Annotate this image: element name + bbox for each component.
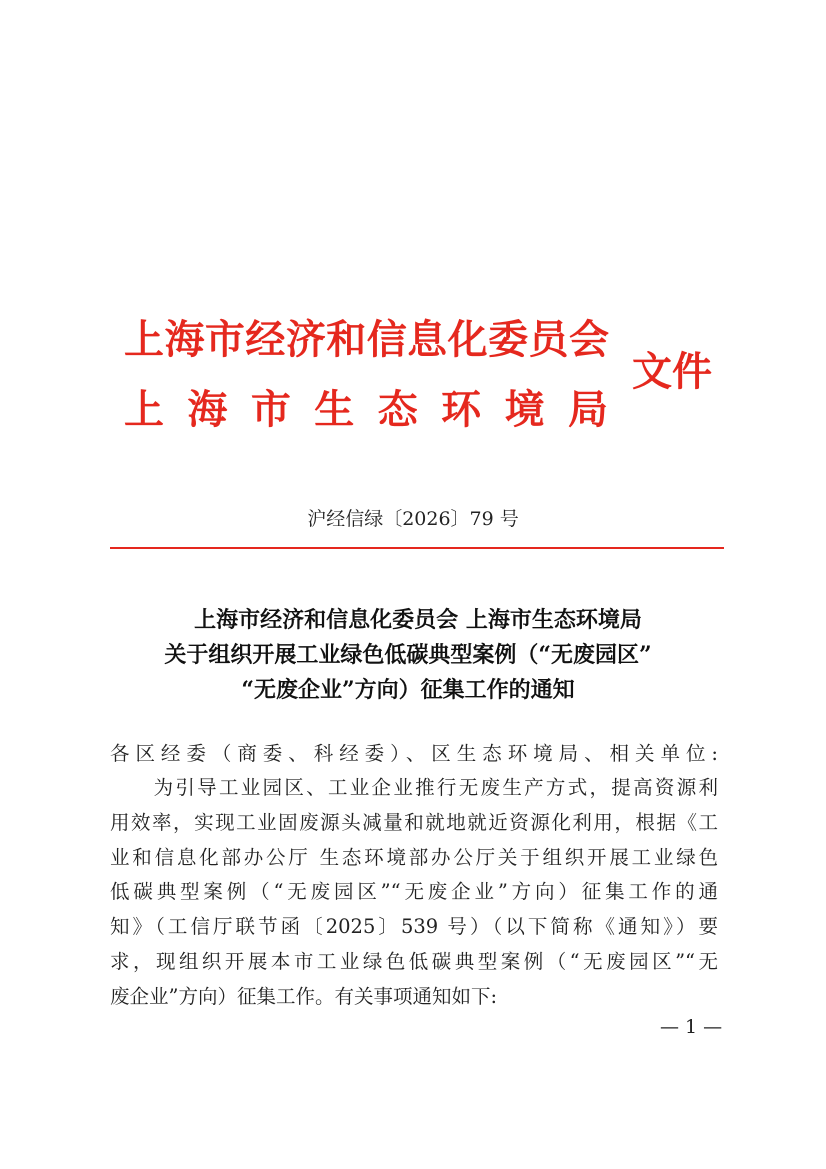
title-line-2: 关于组织开展工业绿色低碳典型案例（“无废园区” <box>164 642 652 668</box>
page-number: — 1 — <box>660 1016 723 1038</box>
body-line: 为引导工业园区、工业企业推行无废生产方式，提高资源利 <box>110 776 718 799</box>
issuer-line-2 <box>124 382 608 438</box>
red-divider <box>110 547 724 549</box>
document-suffix: 文件 <box>632 348 712 395</box>
body-line: 求，现组织开展本市工业绿色低碳典型案例（“无废园区”“无 <box>110 950 718 973</box>
body-line: 知》（工信厅联节函〔2025〕539 号）（以下简称《通知》）要 <box>110 915 718 938</box>
body-line: 用效率，实现工业固废源头减量和就地就近资源化利用，根据《工 <box>110 811 718 834</box>
body-line: 低碳典型案例（“无废园区”“无废企业”方向）征集工作的通 <box>110 880 718 903</box>
issuer-line-1: 上海市经济和信息化委员会 <box>124 316 608 363</box>
title-line-3: “无废企业”方向）征集工作的通知 <box>241 677 575 703</box>
body-line: 废企业”方向）征集工作。有关事项通知如下: <box>110 985 498 1008</box>
document-number: 沪经信绿〔2026〕79 号 <box>307 508 519 530</box>
issuer-line-2-text: 上 海 市 生 态 环 境 局 <box>124 386 608 433</box>
title-line-1: 上海市经济和信息化委员会 上海市生态环境局 <box>194 607 642 633</box>
body-line: 各区经委（商委、科经委）、区生态环境局、相关单位: <box>110 742 718 765</box>
body-line: 业和信息化部办公厅 生态环境部办公厅关于组织开展工业绿色 <box>110 846 718 869</box>
